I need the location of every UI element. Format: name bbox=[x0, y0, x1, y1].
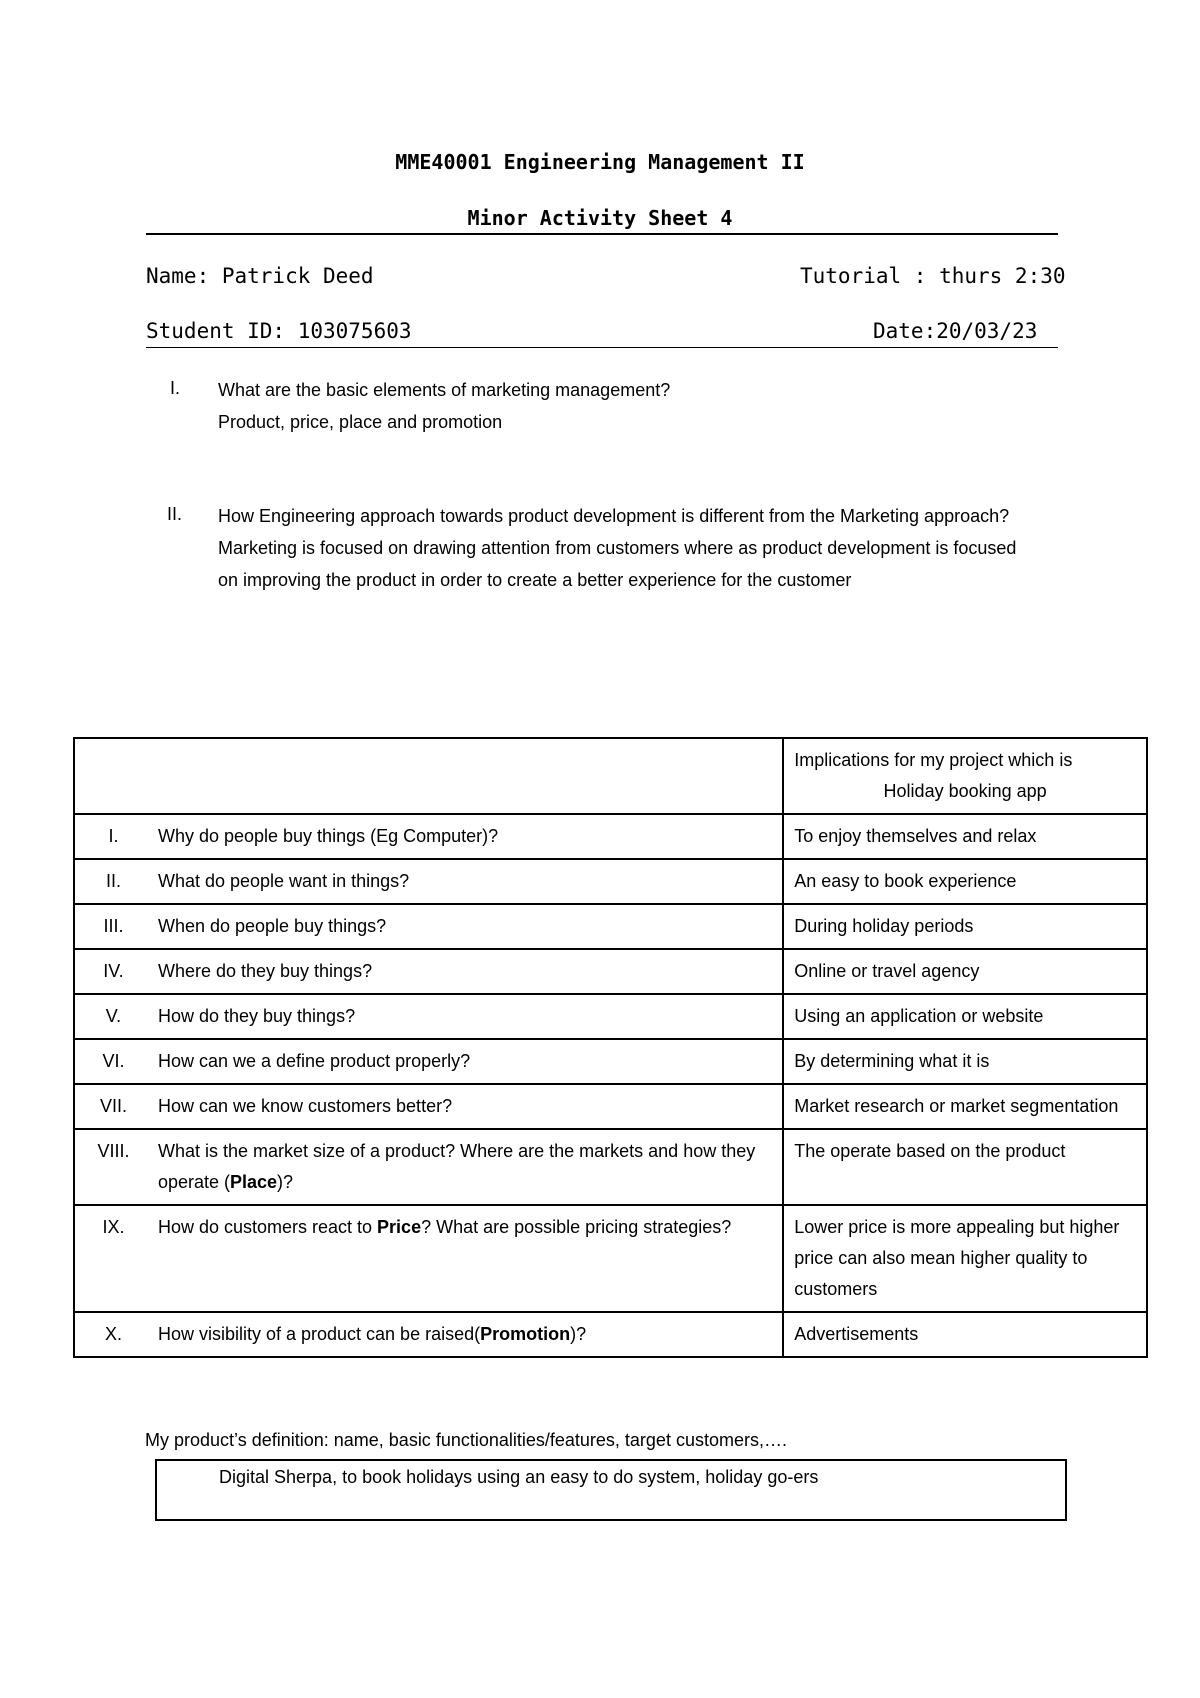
row-number: VIII. bbox=[74, 1129, 148, 1205]
product-definition-box bbox=[155, 1459, 1067, 1521]
row-number: I. bbox=[74, 814, 148, 859]
product-definition-text: Digital Sherpa, to book holidays using an easy to do system, holiday go-ers bbox=[219, 1467, 819, 1487]
date: Date:20/03/23 bbox=[873, 319, 1038, 343]
table-row bbox=[74, 859, 1147, 904]
header-empty-question bbox=[148, 738, 783, 814]
question-text: What are the basic elements of marketing management? bbox=[218, 380, 671, 400]
row-question: When do people buy things? bbox=[148, 904, 783, 949]
table-row bbox=[74, 1129, 1147, 1205]
question-text-start: How visibility of a product can be raised( bbox=[157, 1324, 481, 1344]
question-keyword: Price bbox=[377, 1217, 422, 1237]
row-question bbox=[148, 1205, 783, 1312]
question-number: I. bbox=[170, 378, 181, 398]
table-row bbox=[74, 1205, 1147, 1312]
row-answer: Using an application or website bbox=[783, 994, 1147, 1039]
table-row bbox=[74, 1084, 1147, 1129]
question-keyword: Promotion bbox=[480, 1324, 571, 1344]
question-number: II. bbox=[167, 504, 183, 524]
marketing-questions-table bbox=[73, 737, 1148, 1358]
question-text-end: ? What are possible pricing strategies? bbox=[421, 1217, 732, 1237]
row-number: II. bbox=[74, 859, 148, 904]
row-number: IV. bbox=[74, 949, 148, 994]
question-text-end: )? bbox=[277, 1172, 294, 1192]
row-question: How can we know customers better? bbox=[148, 1084, 783, 1129]
row-number: X. bbox=[74, 1312, 148, 1357]
header-bottom-rule bbox=[146, 347, 1058, 348]
tutorial-time: Tutorial : thurs 2:30 bbox=[800, 264, 1066, 288]
row-number: III. bbox=[74, 904, 148, 949]
row-answer: During holiday periods bbox=[783, 904, 1147, 949]
question-1 bbox=[218, 374, 1038, 438]
table-row bbox=[74, 814, 1147, 859]
question-answer: Marketing is focused on drawing attention from customers where as product development is focused on improving the product in order to create a better experience for the customer bbox=[218, 538, 1017, 590]
question-keyword: Place bbox=[230, 1172, 278, 1192]
question-text-start: How do customers react to bbox=[157, 1217, 378, 1237]
row-answer: To enjoy themselves and relax bbox=[783, 814, 1147, 859]
student-id: Student ID: 103075603 bbox=[146, 319, 412, 343]
row-answer: Market research or market segmentation bbox=[783, 1084, 1147, 1129]
table-header-row bbox=[74, 738, 1147, 814]
question-answer: Product, price, place and promotion bbox=[218, 412, 503, 432]
row-answer: The operate based on the product bbox=[783, 1129, 1147, 1205]
row-question: How do they buy things? bbox=[148, 994, 783, 1039]
table-row bbox=[74, 949, 1147, 994]
header-line-2: Holiday booking app bbox=[883, 781, 1047, 801]
table-row bbox=[74, 1312, 1147, 1357]
course-title: MME40001 Engineering Management II bbox=[395, 150, 805, 174]
row-question: How can we a define product properly? bbox=[148, 1039, 783, 1084]
row-question bbox=[148, 1312, 783, 1357]
table-row bbox=[74, 904, 1147, 949]
table-row bbox=[74, 1039, 1147, 1084]
row-number: VI. bbox=[74, 1039, 148, 1084]
question-text-start: What is the market size of a product? Where are the markets and how they operate ( bbox=[157, 1141, 756, 1192]
row-question: Why do people buy things (Eg Computer)? bbox=[148, 814, 783, 859]
row-answer: Online or travel agency bbox=[783, 949, 1147, 994]
row-question: Where do they buy things? bbox=[148, 949, 783, 994]
row-question: What do people want in things? bbox=[148, 859, 783, 904]
product-definition-label: My product’s definition: name, basic functionalities/features, target customers,…. bbox=[145, 1430, 787, 1450]
header-empty-num bbox=[74, 738, 148, 814]
row-answer: An easy to book experience bbox=[783, 859, 1147, 904]
header-line-1: Implications for my project which is bbox=[794, 750, 1073, 770]
header-top-rule bbox=[146, 233, 1058, 235]
row-number: V. bbox=[74, 994, 148, 1039]
question-2 bbox=[218, 500, 1038, 596]
student-name: Name: Patrick Deed bbox=[146, 264, 374, 288]
row-number: IX. bbox=[74, 1205, 148, 1312]
row-question bbox=[148, 1129, 783, 1205]
row-answer: Lower price is more appealing but higher price can also mean higher quality to customers bbox=[783, 1205, 1147, 1312]
row-answer: Advertisements bbox=[783, 1312, 1147, 1357]
row-answer: By determining what it is bbox=[783, 1039, 1147, 1084]
question-text: How Engineering approach towards product development is different from the Marketing approach? bbox=[218, 506, 1010, 526]
sheet-title: Minor Activity Sheet 4 bbox=[467, 206, 733, 230]
header-implications bbox=[783, 738, 1147, 814]
question-text-end: )? bbox=[570, 1324, 587, 1344]
table-row bbox=[74, 994, 1147, 1039]
row-number: VII. bbox=[74, 1084, 148, 1129]
